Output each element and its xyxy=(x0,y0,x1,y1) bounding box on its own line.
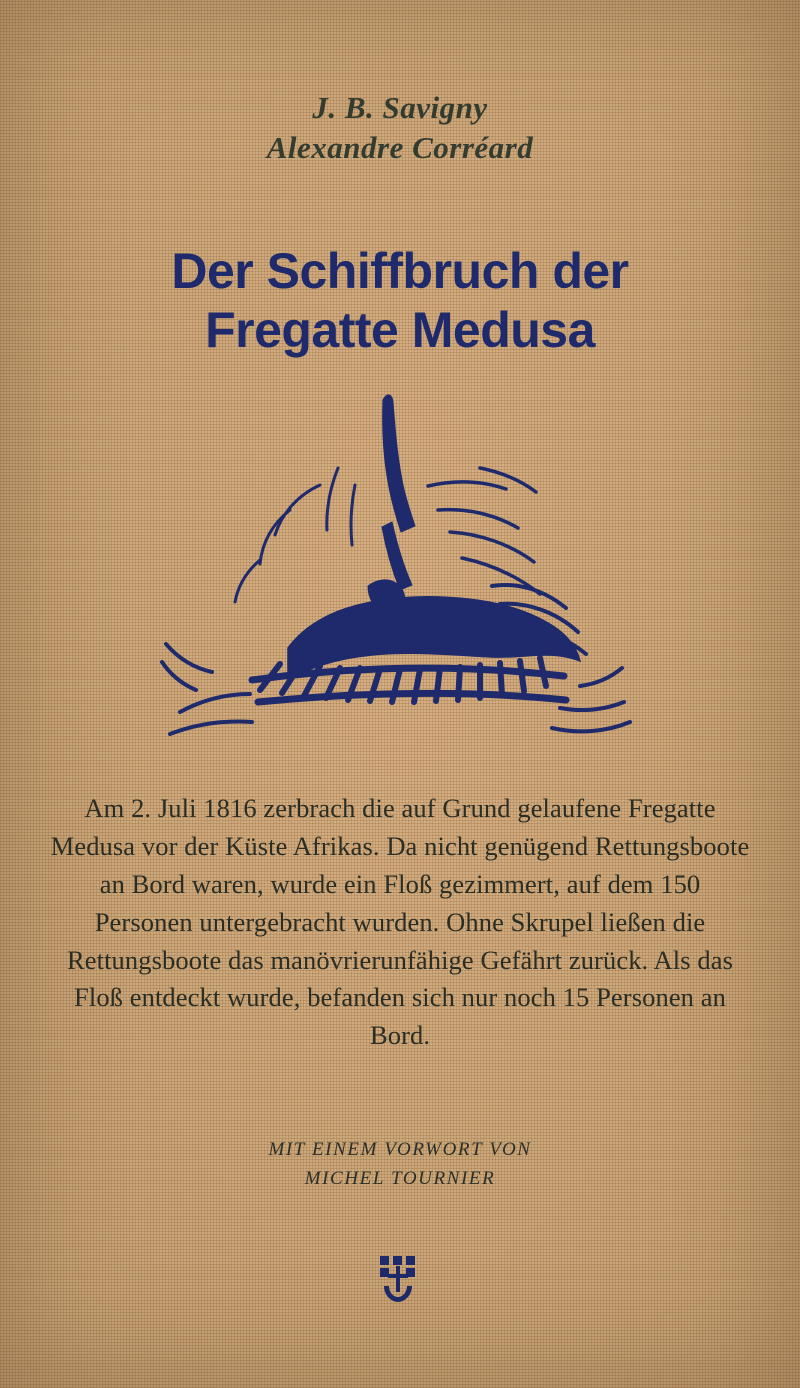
author-name-secondary: Alexandre Corréard xyxy=(266,130,534,166)
publisher-anchor-logo-icon xyxy=(376,1252,424,1304)
cover-blurb: Am 2. Juli 1816 zerbrach die auf Grund gelaufene Fregatte Medusa vor der Küste Afrikas. Da nicht genügend Rettungsboote an Bord waren, wurde ein Floß gezimmert, auf dem 150 Personen untergebracht wurden. Ohne Skrupel ließen die Rettungsboote das manövrierunfähige Gefährt zurück. Als das Floß entdeckt wurde, befanden sich nur noch 15 Personen an Bord. xyxy=(50,793,750,1051)
book-title-line-1: Der Schiffbruch der xyxy=(171,243,629,299)
shipwreck-raft-woodcut-icon xyxy=(140,390,660,780)
foreword-credit-line-1: MIT EINEM VORWORT VON xyxy=(268,1139,532,1160)
foreword-credit xyxy=(0,1135,800,1194)
author-name-primary: J. B. Savigny xyxy=(312,90,488,125)
author-names xyxy=(0,88,800,169)
foreword-credit-line-2: MICHEL TOURNIER xyxy=(304,1168,496,1190)
book-title-line-2: Fregatte Medusa xyxy=(205,302,595,358)
book-title xyxy=(0,242,800,360)
